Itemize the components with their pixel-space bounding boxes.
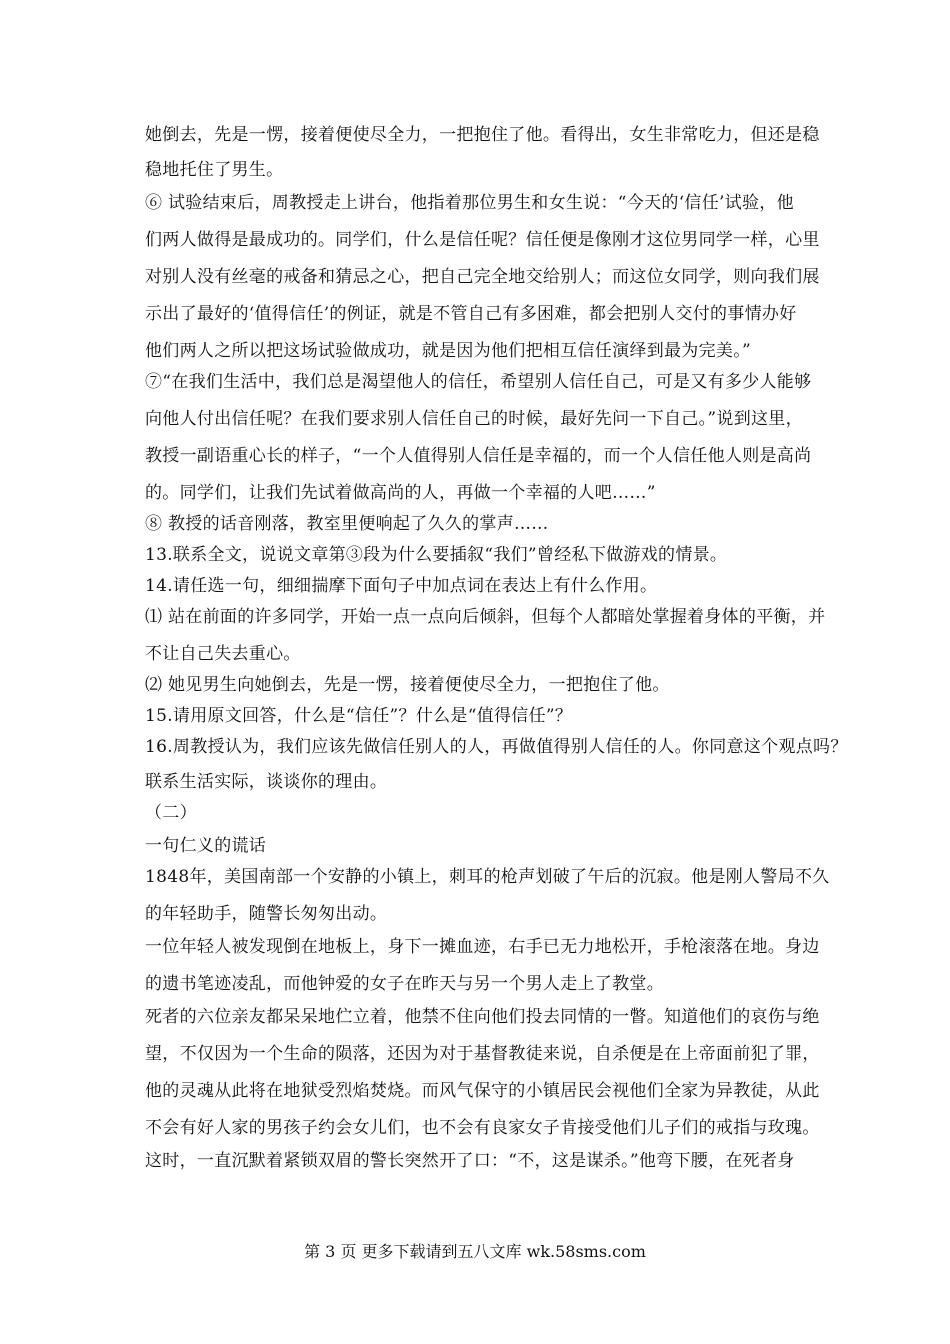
text-line: 向他人付出信任呢？在我们要求别人信任自己的时候，最好先问一下自己。”说到这里， [145,409,803,429]
document-body [145,120,848,1177]
text-line: 1848年，美国南部一个安静的小镇上，刺耳的枪声划破了午后的沉寂。他是刚人警局不久 [145,867,830,887]
text-line: 一位年轻人被发现倒在地板上，身下一摊血迹，右手已无力地松开，手枪滚落在地。身边 [145,937,820,957]
article-title: 一句仁义的谎话 [145,836,267,856]
text-line: 的。同学们，让我们先试着做高尚的人，再做一个幸福的人吧……” [145,483,656,503]
text-line: 这时，一直沉默着紧锁双眉的警长突然开了口：“不，这是谋杀。”他弯下腰，在死者身 [145,1151,795,1171]
text-line: 死者的六位亲友都呆呆地伫立着，他禁不住向他们投去同情的一瞥。知道他们的哀伤与绝 [145,1007,820,1027]
section-heading: （二） [145,803,197,823]
page-footer: 第 3 页 更多下载请到五八文库 wk.58sms.com [304,1242,646,1261]
text-line: 不会有好人家的男孩子约会女儿们，也不会有良家女子肯接受他们儿子们的戒指与玫瑰。 [145,1118,820,1138]
text-line: 示出了最好的‘值得信任’的例证，就是不管自己有多困难，都会把别人交付的事情办好 [145,304,797,324]
text-line: ⑵ 她见男生向她倒去，先是一愣，接着便使尽全力，一把抱住了他。 [145,675,670,695]
text-line: 望，不仅因为一个生命的陨落，还因为对于基督教徒来说，自杀便是在上帝面前犯了罪， [145,1044,820,1064]
text-line: 的年轻助手，随警长匆匆出动。 [145,904,388,924]
text-line: ⑦“在我们生活中，我们总是渴望他人的信任，希望别人信任自己，可是又有多少人能够 [145,372,812,392]
text-line: ⑥ 试验结束后，周教授走上讲台，他指着那位男生和女生说：“今天的‘信任’试验，他 [145,193,794,213]
text-line: 的遗书笔迹凌乱，而他钟爱的女子在昨天与另一个男人走上了教堂。 [145,974,664,994]
text-line: 不让自己失去重心。 [145,644,301,664]
text-line: ⑧ 教授的话音刚落，教室里便响起了久久的掌声…… [145,514,549,534]
question-16: 16.周教授认为，我们应该先做信任别人的人，再做值得别人信任的人。你同意这个观点吗？ [145,737,848,757]
text-line: 他的灵魂从此将在地狱受烈焰焚烧。而风气保守的小镇居民会视他们全家为异教徒，从此 [145,1081,820,1101]
question-15: 15.请用原文回答，什么是“信任”？什么是“值得信任”？ [145,706,573,726]
text-line: 他们两人之所以把这场试验做成功，就是因为他们把相互信任演绎到最为完美。” [145,341,751,361]
text-line: 们两人做得是最成功的。同学们，什么是信任呢？信任便是像刚才这位男同学一样，心里 [145,230,820,250]
text-line: 稳地托住了男生。 [145,160,284,180]
text-line: 对别人没有丝毫的戒备和猜忌之心，把自己完全地交给别人；而这位女同学，则向我们展 [145,267,820,287]
text-line: 联系生活实际，谈谈你的理由。 [145,772,388,792]
question-14: 14.请任选一句，细细揣摩下面句子中加点词在表达上有什么作用。 [145,576,658,596]
question-13: 13.联系全文，说说文章第③段为什么要插叙“我们”曾经私下做游戏的情景。 [145,545,728,565]
text-line: 教授一副语重心长的样子，“一个人值得别人信任是幸福的，而一个人信任他人则是高尚 [145,446,812,466]
text-line: ⑴ 站在前面的许多同学，开始一点一点向后倾斜，但每个人都暗处掌握着身体的平衡，并 [145,607,826,627]
text-line: 她倒去，先是一愣，接着便使尽全力，一把抱住了他。看得出，女生非常吃力，但还是稳 [145,125,820,145]
